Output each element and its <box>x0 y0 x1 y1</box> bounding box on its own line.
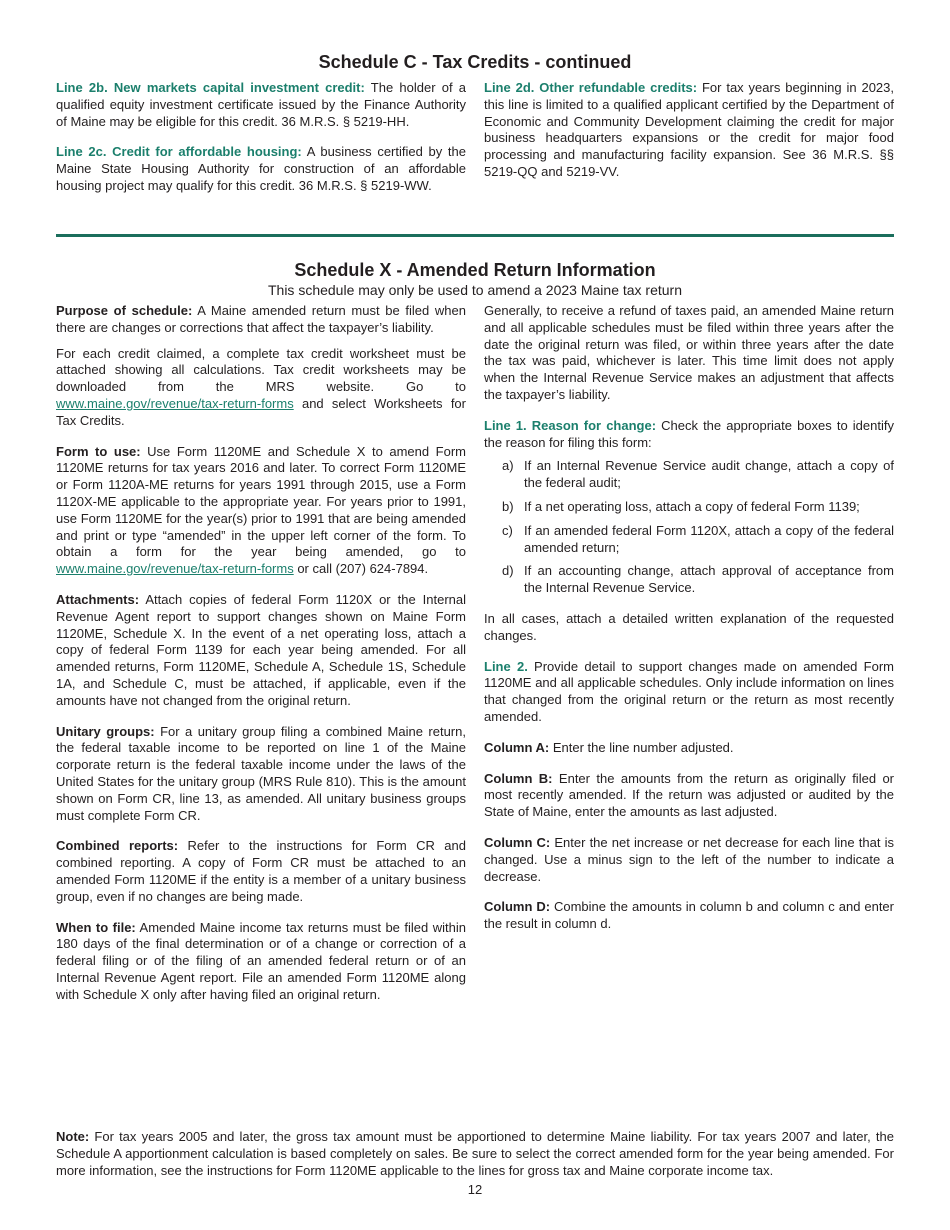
list-item <box>502 458 894 492</box>
combined-text: Refer to the instructions for Form CR and combined reporting. A copy of Form CR must be attached to an amended Form 1120ME if the entity is a member of a unitary business group, even if no changes are being made. <box>56 838 466 904</box>
form-to-use-text-1: Use Form 1120ME and Schedule X to amend Form 1120ME returns for tax years 2016 and later. To correct Form 1120ME or Form 1120A-ME returns for years 1991 through 2015, use a Form 1120X-ME applicable to the appropriate year. For years prior to 1991, use Form 1120ME for the year(s) prior to 1991 that are being amended and print or type “amended” in the upper left corner of the form. To obtain a form for the year being amended, go to <box>56 443 466 560</box>
page-number: 12 <box>467 1182 483 1197</box>
line-2d-text: For tax years beginning in 2023, this line is limited to a qualified applicant certified by the Department of Economic and Community Development claiming the credit for major business headquarters expansions or the credit for major food processing and manufacturing facility expansion. See 36 M.R.S. §§ 5219-QQ and 5219-VV. <box>484 80 894 179</box>
reason-a-text: If an Internal Revenue Service audit change, attach a copy of the federal audit; <box>524 458 894 491</box>
column-a-label: Column A: <box>484 739 550 755</box>
schedule-x-left-column <box>56 303 466 1017</box>
line-1-text: Check the appropriate boxes to identify the reason for filing this form: <box>484 417 894 450</box>
unitary-label: Unitary groups: <box>56 723 155 739</box>
section-divider <box>56 234 894 237</box>
column-d-paragraph <box>484 899 894 933</box>
reason-c-text: If an amended federal Form 1120X, attach a copy of the federal amended return; <box>524 522 894 555</box>
combined-label: Combined reports: <box>56 838 179 854</box>
column-d-label: Column D: <box>484 899 551 915</box>
purpose-label: Purpose of schedule: <box>56 303 193 318</box>
column-c-paragraph <box>484 835 894 885</box>
form-to-use-label: Form to use: <box>56 443 141 459</box>
unitary-text: For a unitary group filing a combined Maine return, the federal taxable income to be reported on line 1 of the Maine corporate return is the federal taxable income under the laws of the United States for the unitary group (MRS Rule 810). This is the amount shown on Form CR, line 13, as amended. All unitary business groups must complete Form CR. <box>56 723 466 823</box>
generally-paragraph: Generally, to receive a refund of taxes paid, an amended Maine return and all applicable schedules must be filed within three years after the date the original return was filed, or within three years after the date the tax was paid, whichever is later. This time limit does not apply when the Internal Revenue Service makes an adjustment that affects the taxpayer’s liability. <box>484 303 894 402</box>
schedule-x-title: Schedule X - Amended Return Information <box>294 260 656 280</box>
list-item <box>502 499 894 516</box>
schedule-c-right-column <box>484 80 894 209</box>
attachments-label: Attachments: <box>56 591 140 607</box>
column-b-text: Enter the amounts from the return as originally filed or most recently amended. If the return was adjusted or audited by the State of Maine, enter the amounts as last adjusted. <box>484 770 895 820</box>
column-a-paragraph <box>484 740 894 757</box>
line-2b-paragraph <box>56 80 466 130</box>
line-2-text: Provide detail to support changes made on amended Form 1120ME and all applicable schedules. Only include information on lines that changed from the original return or the return as most recently amended. <box>484 658 894 724</box>
combined-paragraph <box>56 838 466 905</box>
note-paragraph <box>56 1129 894 1179</box>
line-2d-paragraph <box>484 80 894 181</box>
attachments-text: Attach copies of federal Form 1120X or the Internal Revenue Agent report to support changes shown on Maine Form 1120ME, Schedule X. In the event of a net operating loss, attach a copy of federal Form 1139 for each year being amended. For all amended returns, Form 1120ME, Schedule A, Schedule 1S, Schedule 1A, and Schedule C, must be attached, if applicable, even if the amounts have not changed from the original return. <box>56 591 466 708</box>
line-1-label: Line 1. Reason for change: <box>484 417 657 433</box>
note-text: For tax years 2005 and later, the gross tax amount must be apportioned to determine Maine liability. For tax years 2007 and later, the Schedule A apportionment calculation is based completely on sales. Be sure to select the correct amended form for the year being amended. For more information, see the instructions for Form 1120ME applicable to the lines for gross tax and Maine corporate income tax. <box>56 1129 894 1178</box>
reasons-list <box>484 458 894 597</box>
schedule-x-right-column <box>484 303 894 1017</box>
reason-b-letter: b) <box>502 498 514 514</box>
when-to-file-paragraph <box>56 920 466 1004</box>
line-1-paragraph <box>484 418 894 452</box>
when-to-file-label: When to file: <box>56 919 136 935</box>
form-to-use-text-2: or call (207) 624-7894. <box>293 561 429 577</box>
tax-forms-link[interactable]: www.maine.gov/revenue/tax-return-forms <box>56 395 294 411</box>
unitary-paragraph <box>56 724 466 825</box>
column-d-text: Combine the amounts in column b and column c and enter the result in column d. <box>484 899 894 932</box>
credit-text-1: For each credit claimed, a complete tax credit worksheet must be attached showing all calculations. Tax credit worksheets may be downloaded from the MRS website. Go to <box>56 345 466 395</box>
reason-d-letter: d) <box>502 563 514 579</box>
note-label: Note: <box>56 1129 90 1144</box>
schedule-c-columns <box>56 80 894 209</box>
all-cases-paragraph: In all cases, attach a detailed written explanation of the requested changes. <box>484 610 894 643</box>
column-a-text: Enter the line number adjusted. <box>549 739 734 755</box>
when-to-file-text: Amended Maine income tax returns must be filed within 180 days of the final determination or of a change or correction of a federal filing or of the filing of an amended federal return or of an Internal Revenue Agent report. File an amended Form 1120ME along with Schedule X only after having filed an original return. <box>56 919 466 1002</box>
line-2-paragraph <box>484 659 894 726</box>
reason-d-text: If an accounting change, attach approval of acceptance from the Internal Revenue Service. <box>524 563 894 596</box>
credit-worksheet-paragraph <box>56 346 466 430</box>
schedule-x-columns <box>56 303 894 1017</box>
line-2c-label: Line 2c. Credit for affordable housing: <box>56 144 302 160</box>
schedule-c-title: Schedule C - Tax Credits - continued <box>318 52 632 72</box>
schedule-x-header <box>56 259 894 299</box>
reason-c-letter: c) <box>502 522 513 538</box>
line-2c-text: A business certified by the Maine State Housing Authority for construction of an affordable housing project may qualify for this credit. 36 M.R.S. § 5219-WW. <box>56 144 466 193</box>
column-b-label: Column B: <box>484 770 553 786</box>
column-b-paragraph <box>484 771 894 821</box>
reason-a-letter: a) <box>502 458 514 474</box>
tax-forms-link-2[interactable]: www.maine.gov/revenue/tax-return-forms <box>56 561 294 577</box>
line-2c-paragraph <box>56 144 466 194</box>
column-c-text: Enter the net increase or net decrease for each line that is changed. Use a minus sign to the left of the number to indicate a decrease. <box>484 834 894 884</box>
line-2-label: Line 2. <box>484 658 528 674</box>
list-item <box>502 523 894 557</box>
column-c-label: Column C: <box>484 834 551 850</box>
purpose-paragraph <box>56 303 466 337</box>
schedule-x-subtitle: This schedule may only be used to amend a 2023 Maine tax return <box>267 282 683 298</box>
line-2b-text: The holder of a qualified equity investment certificate issued by the Finance Authority of Maine may be eligible for this credit. 36 M.R.S. § 5219-HH. <box>56 80 466 129</box>
line-2d-label: Line 2d. Other refundable credits: <box>484 80 698 95</box>
purpose-text: A Maine amended return must be filed when there are changes or corrections that affect the taxpayer’s liability. <box>56 303 466 335</box>
credit-text-2: and select Worksheets for Tax Credits. <box>56 395 466 428</box>
reason-b-text: If a net operating loss, attach a copy of federal Form 1139; <box>524 498 860 514</box>
list-item <box>502 563 894 597</box>
form-to-use-paragraph <box>56 444 466 578</box>
line-2b-label: Line 2b. New markets capital investment credit: <box>56 80 365 95</box>
attachments-paragraph <box>56 592 466 710</box>
schedule-c-left-column <box>56 80 466 209</box>
